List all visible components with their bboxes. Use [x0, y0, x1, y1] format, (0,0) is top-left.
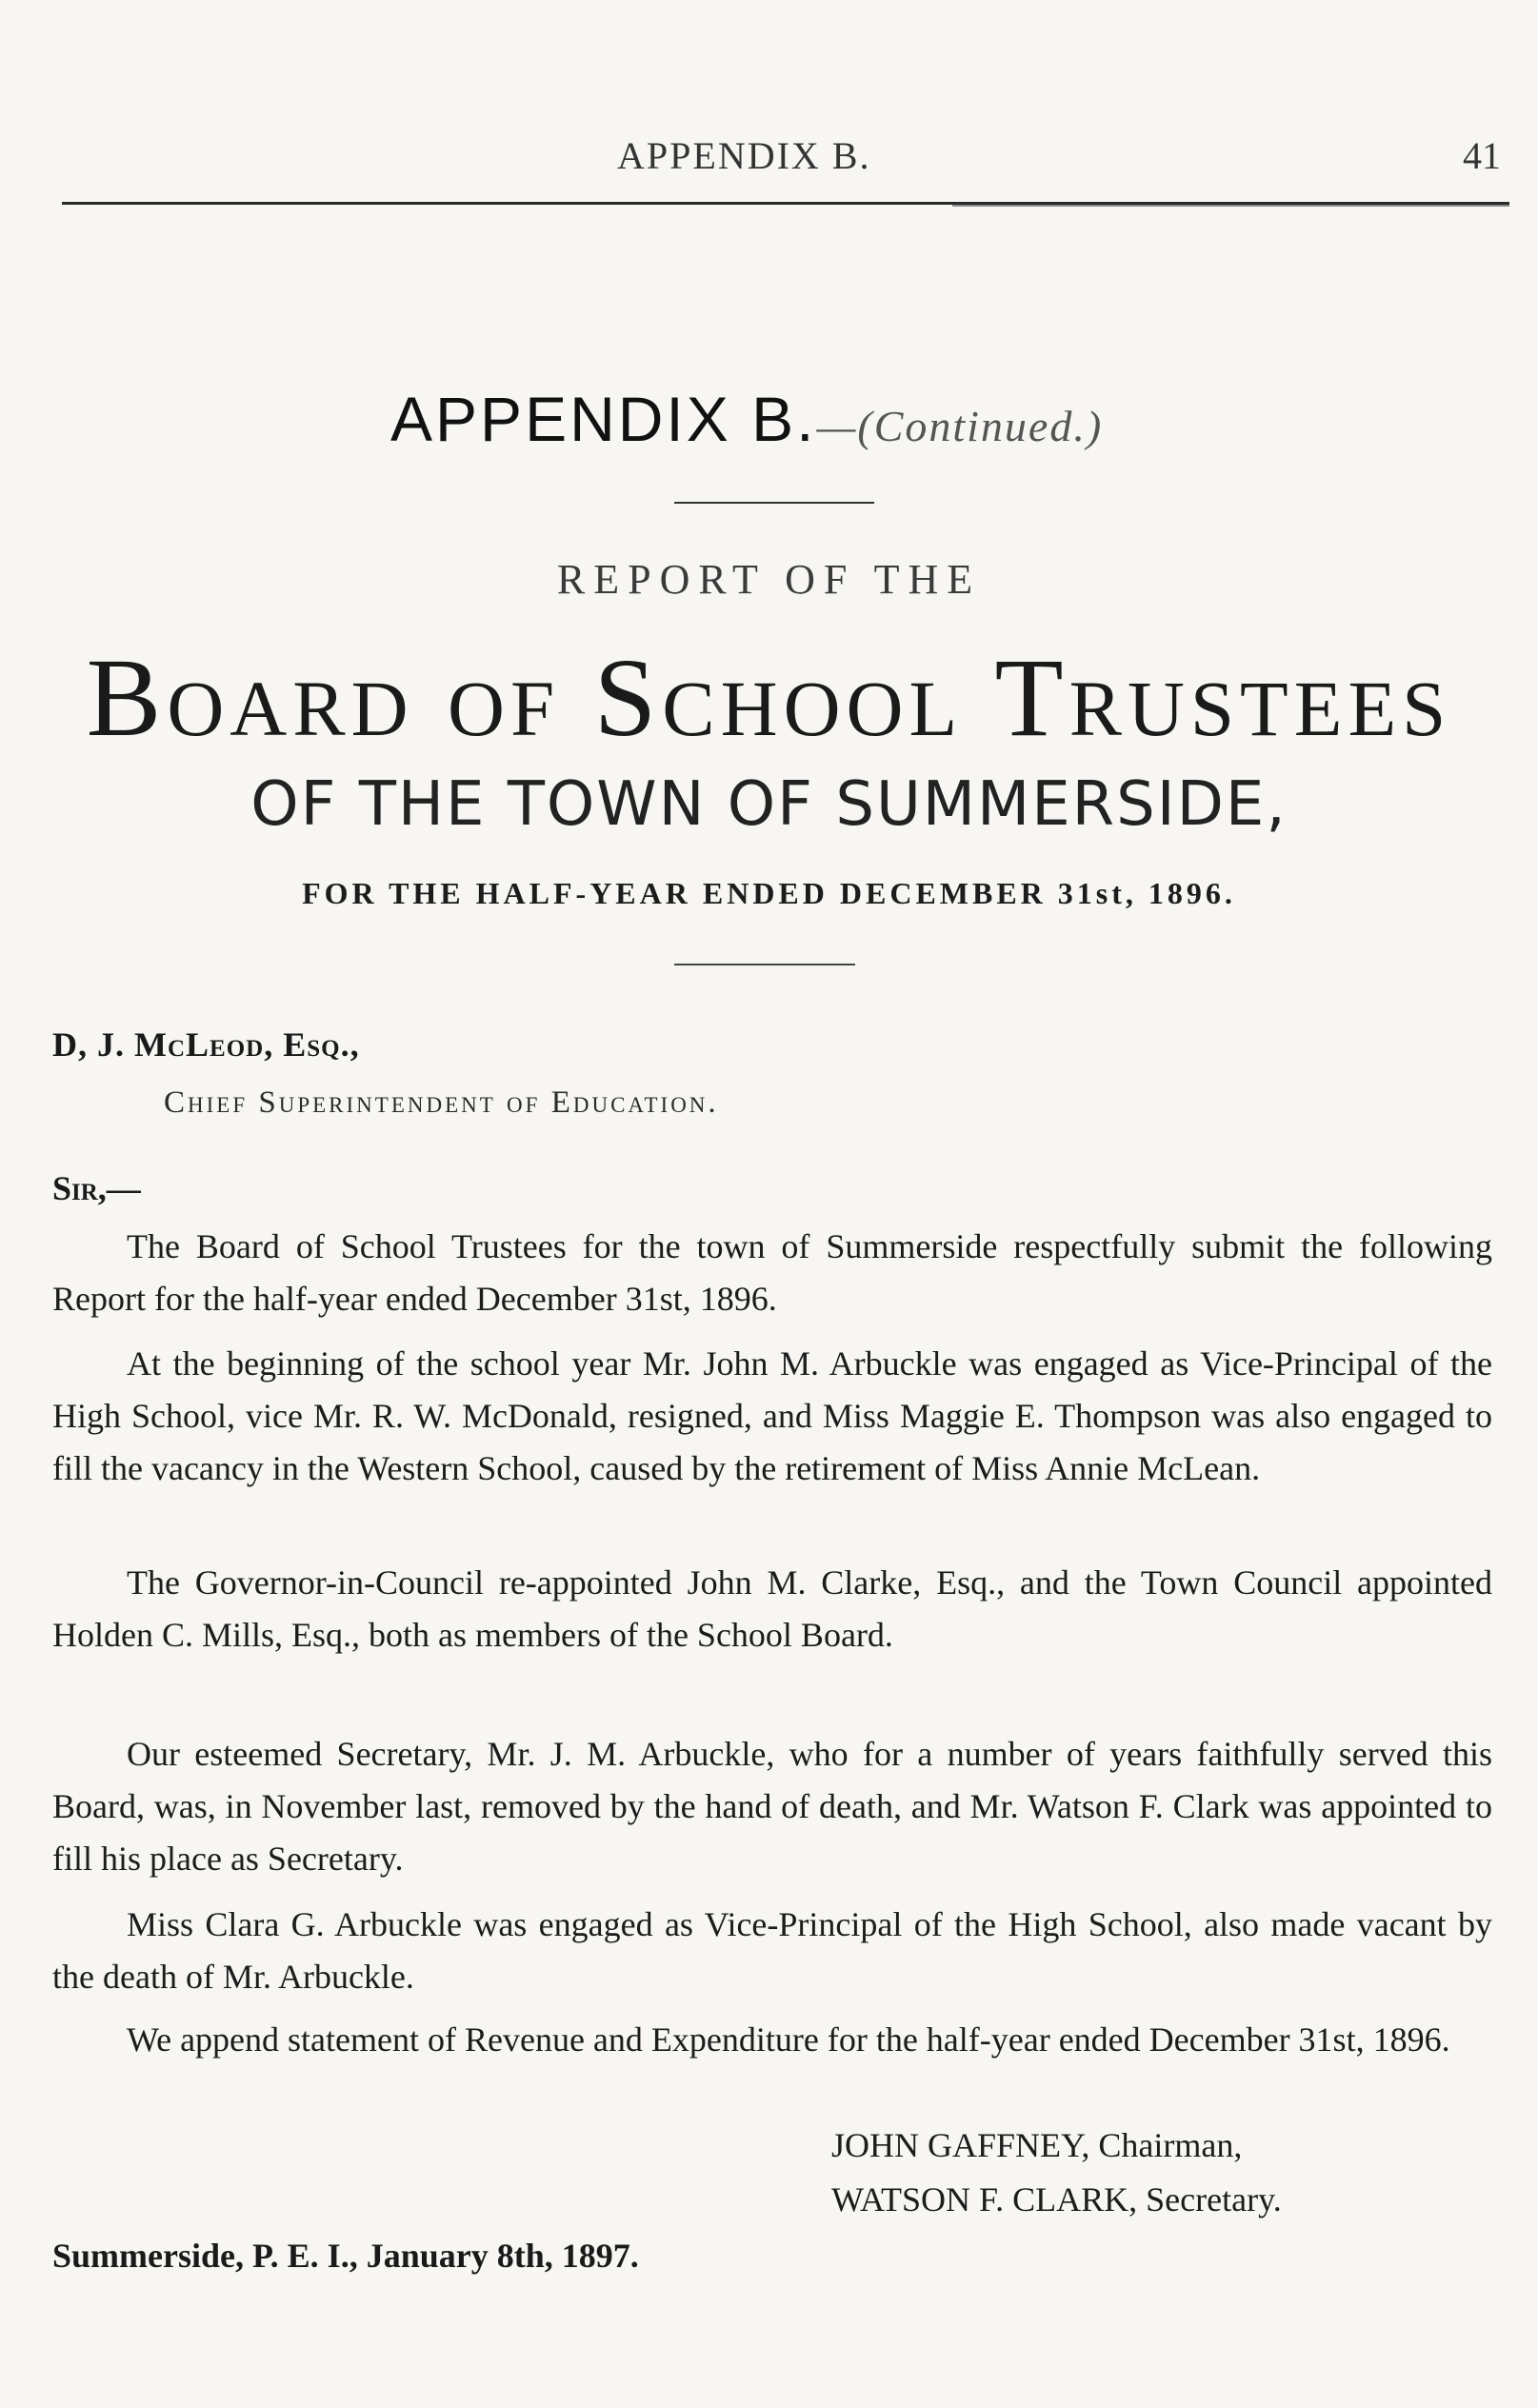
title-rule: [674, 502, 874, 504]
page-number: 41: [1463, 134, 1501, 177]
addressee-office: Chief Superintendent of Education.: [164, 1085, 719, 1120]
dateline: Summerside, P. E. I., January 8th, 1897.: [52, 2237, 639, 2275]
period-heading: FOR THE HALF-YEAR ENDED DECEMBER 31st, 1896.: [302, 876, 1236, 910]
section-rule: [674, 964, 855, 965]
town-title: OF THE TOWN OF SUMMERSIDE,: [250, 769, 1288, 840]
continued-label: —(Continued.): [816, 402, 1104, 450]
paragraph-6: We append statement of Revenue and Expenditure for the half-year ended December 31st, 1896.: [127, 2020, 1450, 2059]
board-title: Board of School Trustees: [86, 635, 1452, 760]
secretary-signature: WATSON F. CLARK, Secretary.: [831, 2180, 1282, 2219]
report-of-heading: REPORT OF THE: [556, 556, 982, 603]
running-head: APPENDIX B.: [617, 134, 871, 177]
appendix-title: [390, 383, 1103, 455]
signature-block: [831, 2119, 1498, 2227]
header-rule-faint: [952, 205, 1509, 207]
paragraph-5: Miss Clara G. Arbuckle was engaged as Vice-Principal of the High School, also made vacant by the death of Mr. Arbuckle.: [52, 1905, 1492, 1996]
appendix-label: APPENDIX B.: [390, 384, 817, 454]
addressee-name: D, J. McLeod, Esq.,: [52, 1025, 360, 1064]
paragraph-1: The Board of School Trustees for the town of Summerside respectfully submit the following Report for the half-year ended December 31st, 1896.: [52, 1227, 1492, 1318]
salutation: Sir,—: [52, 1169, 141, 1207]
paragraph-3: The Governor-in-Council re-appointed John M. Clarke, Esq., and the Town Council appointed Holden C. Mills, Esq., both as members of the School Board.: [52, 1563, 1492, 1654]
chairman-signature: JOHN GAFFNEY, Chairman,: [831, 2126, 1243, 2164]
paragraph-2: At the beginning of the school year Mr. John M. Arbuckle was engaged as Vice-Principal of the High School, vice Mr. R. W. McDonald, resigned, and Miss Maggie E. Thompson was also engaged to fill the vacancy in the Western School, caused by the retirement of Miss Annie McLean.: [52, 1344, 1492, 1487]
paragraph-4: Our esteemed Secretary, Mr. J. M. Arbuckle, who for a number of years faithfully served this Board, was, in November last, removed by the hand of death, and Mr. Watson F. Clark was appointed to fill his place as Secretary.: [52, 1735, 1492, 1878]
